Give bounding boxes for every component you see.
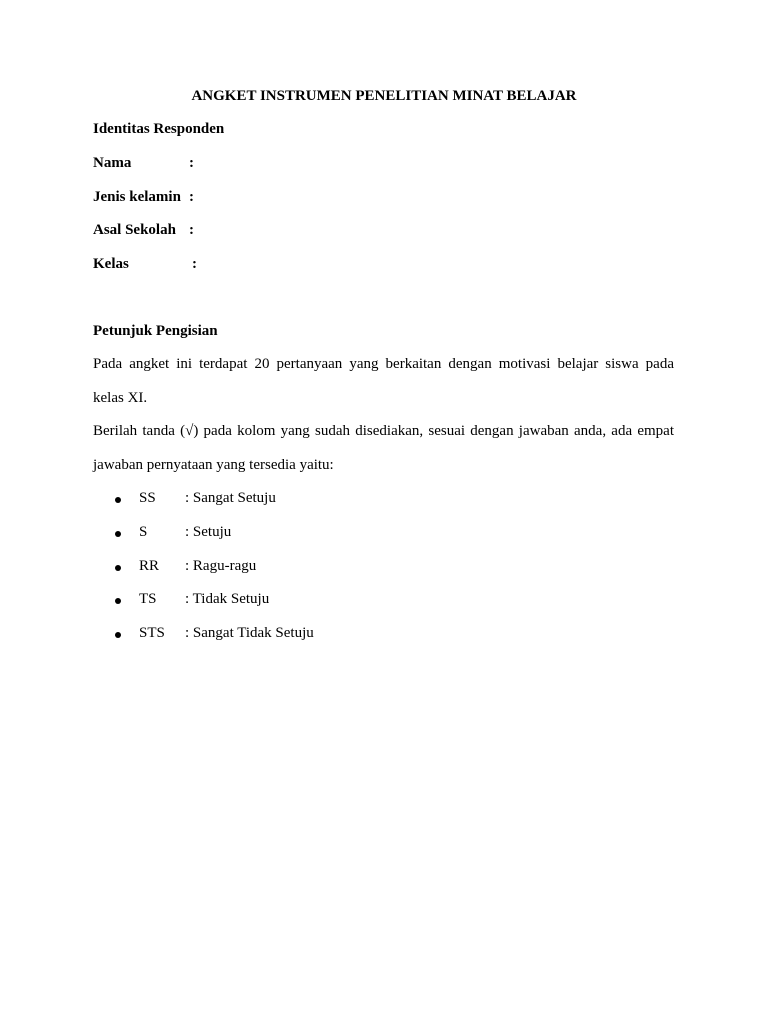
- field-colon: :: [189, 222, 194, 238]
- bullet-icon: [115, 565, 121, 571]
- paragraph-line: kelas XI.: [93, 390, 148, 406]
- document-title: ANGKET INSTRUMEN PENELITIAN MINAT BELAJAR: [191, 88, 577, 104]
- bullet-icon: [115, 598, 121, 604]
- field-label: Jenis kelamin: [93, 189, 181, 205]
- option-description: : Ragu-ragu: [185, 558, 257, 574]
- option-description: : Setuju: [185, 524, 232, 540]
- bullet-icon: [115, 497, 121, 503]
- field-colon: :: [189, 189, 194, 205]
- bullet-icon: [115, 632, 121, 638]
- field-asal-sekolah: [93, 222, 176, 239]
- bullet-icon: [115, 531, 121, 537]
- field-jenis-kelamin: [93, 189, 181, 206]
- option-description: : Sangat Setuju: [185, 490, 276, 506]
- field-label: Asal Sekolah: [93, 222, 176, 238]
- option-code: S: [139, 524, 148, 540]
- field-kelas: [93, 256, 129, 273]
- paragraph-line: jawaban pernyataan yang tersedia yaitu:: [93, 457, 334, 473]
- instructions-heading: Petunjuk Pengisian: [93, 323, 218, 339]
- paragraph-line: Pada angket ini terdapat 20 pertanyaan yang berkaitan dengan motivasi belajar siswa pada: [93, 356, 674, 372]
- option-description: : Tidak Setuju: [185, 591, 270, 607]
- field-nama: [93, 155, 131, 172]
- paragraph-line: Berilah tanda (√) pada kolom yang sudah disediakan, sesuai dengan jawaban anda, ada empat: [93, 423, 674, 439]
- option-code: STS: [139, 625, 165, 641]
- field-label: Kelas: [93, 256, 129, 272]
- option-code: SS: [139, 490, 156, 506]
- option-description: : Sangat Tidak Setuju: [185, 625, 314, 641]
- field-colon: :: [189, 155, 194, 171]
- identity-heading: Identitas Responden: [93, 121, 225, 137]
- field-colon: :: [192, 256, 197, 272]
- option-code: TS: [139, 591, 157, 607]
- option-code: RR: [139, 558, 160, 574]
- field-label: Nama: [93, 155, 132, 171]
